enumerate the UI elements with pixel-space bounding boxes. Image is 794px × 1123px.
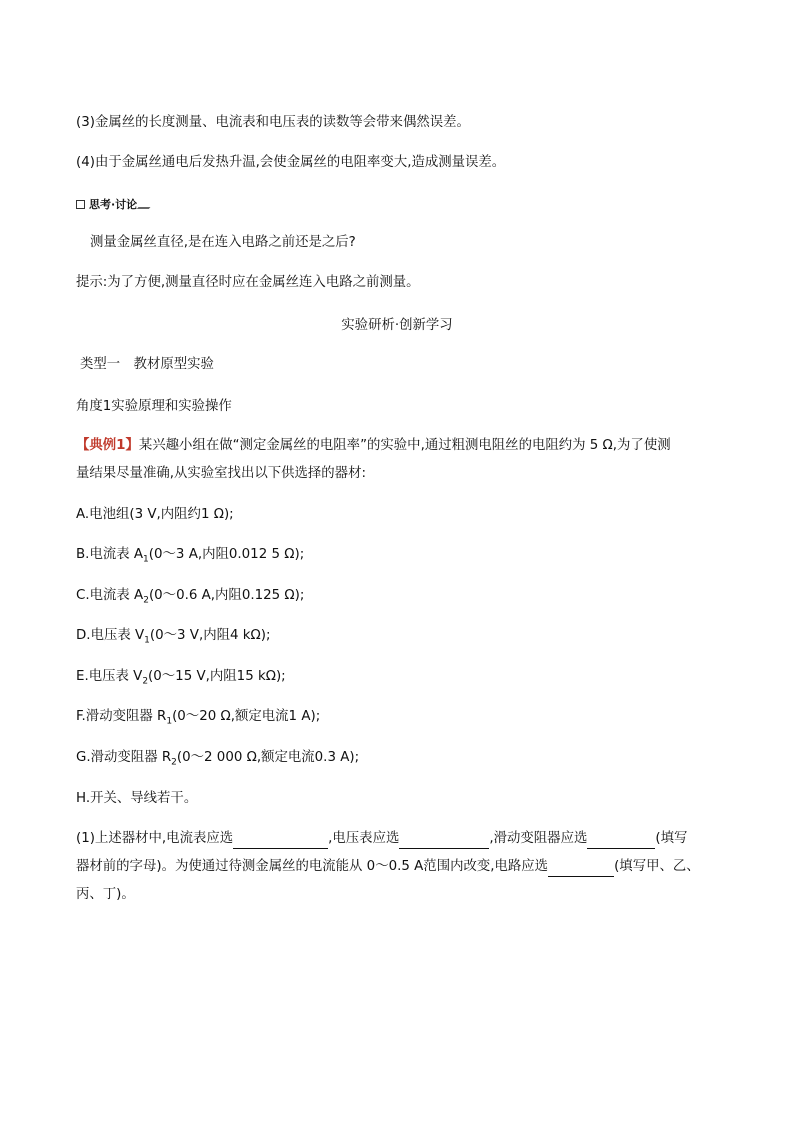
example-text-1: 某兴趣小组在做“测定金属丝的电阻率”的实验中,通过粗测电阻丝的电阻约为 5 Ω,为了使测	[138, 438, 671, 453]
paragraph-error-3: (3)金属丝的长度测量、电流表和电压表的读数等会带来偶然误差。	[76, 115, 470, 130]
answer-blank-rheostat[interactable]	[587, 834, 655, 849]
option-g: G.滑动变阻器 $R_2(0\sim 2$ 000 Ω,额定电流0.3 A);	[76, 750, 360, 768]
example-tag: 【典例1】	[76, 438, 139, 453]
question-text: 测量金属丝直径,是在连入电路之前还是之后?	[90, 235, 356, 250]
section-title: 实验研析·创新学习	[341, 318, 453, 333]
hint-text: 提示:为了方便,测量直径时应在金属丝连入电路之前测量。	[76, 275, 420, 290]
question-1-line-2: 器材前的字母)。为使通过待测金属丝的电流能从 0～0.5 A范围内改变,电路应选 (填写甲、乙、	[76, 857, 700, 877]
question-1-line-3: 丙、丁)。	[76, 887, 135, 902]
option-h: H.开关、导线若干。	[76, 791, 198, 806]
checkbox-icon	[76, 200, 85, 209]
underline-tail-icon	[137, 199, 157, 209]
option-e: E.电压表 $V_2(0\sim 15$ V,内阻15 kΩ);	[76, 669, 286, 687]
option-a: A.电池组(3 V,内阻约1 Ω);	[76, 507, 234, 522]
answer-blank-ammeter[interactable]	[233, 834, 328, 849]
angle-heading: 角度1实验原理和实验操作	[76, 399, 232, 414]
answer-blank-voltmeter[interactable]	[399, 834, 489, 849]
example-line-1	[76, 436, 671, 456]
paragraph-error-4: (4)由于金属丝通电后发热升温,会使金属丝的电阻率变大,造成测量误差。	[76, 155, 506, 170]
answer-blank-circuit[interactable]	[548, 862, 614, 877]
option-c: C.电流表 $A_2(0\sim 0.6$ A,内阻0.125 Ω);	[76, 588, 305, 606]
think-discuss-label: 思考·讨论	[89, 198, 138, 211]
example-line-2: 量结果尽量准确,从实验室找出以下供选择的器材:	[76, 466, 366, 481]
option-f: F.滑动变阻器 $R_1(0\sim 20$ Ω,额定电流1 A);	[76, 709, 321, 727]
option-d: D.电压表 $V_1(0\sim 3$ V,内阻4 kΩ);	[76, 628, 271, 646]
think-discuss-heading	[76, 196, 153, 212]
type-heading: 类型一 教材原型实验	[80, 357, 214, 372]
question-1-line-1: (1)上述器材中,电流表应选 ,电压表应选 ,滑动变阻器应选 (填写	[76, 829, 687, 849]
option-b: B.电流表 $A_1(0\sim 3$ A,内阻0.012 5 Ω);	[76, 547, 305, 565]
